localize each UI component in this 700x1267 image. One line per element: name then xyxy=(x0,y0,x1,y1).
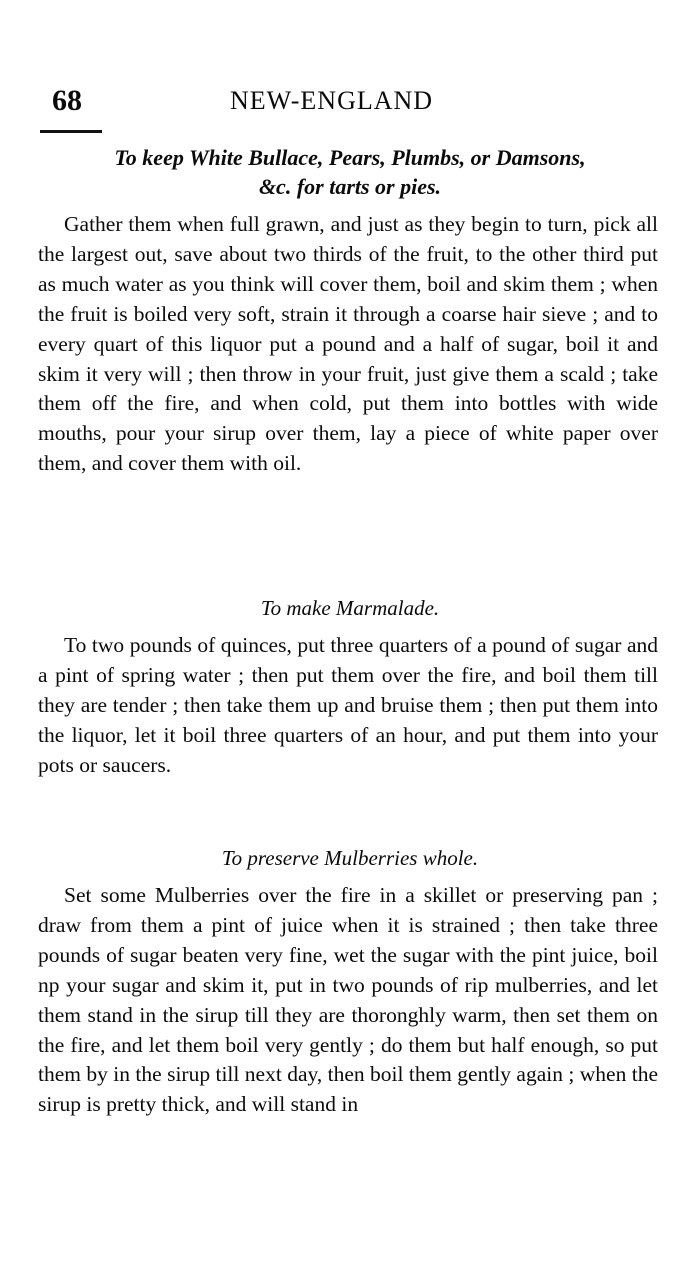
recipe-heading-line: &c. for tarts or pies. xyxy=(258,174,442,199)
recipe-body-mulberries: Set some Mulberries over the fire in a skillet or preserving pan ; draw from them a pint of juice when it is strained ; then take three pounds of sugar beaten very fine, wet the sugar with the pint juice, boil np your sugar and skim it, put in two pounds of rip mulberries, and let them stand in the sirup till they are thoronghly warm, then set them on the fire, and let them boil very gently ; do them but half enough, so put them by in the sirup till next day, then boil them gently again ; when the sirup is pretty thick, and will stand in xyxy=(38,883,658,1117)
recipe-heading-marmalade: To make Marmalade. xyxy=(260,596,440,620)
recipe-body-bullace: Gather them when full grawn, and just as they begin to turn, pick all the largest out, save about two thirds of the fruit, to the other third put as much water as you think will cover them, boil and skim them ; when the fruit is boiled very soft, strain it through a coarse hair sieve ; and to every quart of this liquor put a pound and a half of sugar, boil it and skim it very will ; then throw in your fruit, just give them a scald ; take them off the fire, and when cold, put them into bottles with wide mouths, pour your sirup over them, lay a piece of white paper over them, and cover them with oil. xyxy=(38,212,658,476)
recipe-heading-line: To keep White Bullace, Pears, Plumbs, or Damsons, xyxy=(114,145,586,170)
recipe-heading-mulberries: To preserve Mulberries whole. xyxy=(221,846,479,870)
running-title: NEW-ENGLAND xyxy=(230,86,434,115)
header-rule xyxy=(40,130,102,133)
recipe-body-marmalade: To two pounds of quinces, put three quarters of a pound of sugar and a pint of spring water ; then put them over the fire, and boil them till they are tender ; then take them up and bruise them ; then put them into the liquor, let it boil three quarters of an hour, and put them into your pots or saucers. xyxy=(38,633,658,777)
recipe-heading-bullace xyxy=(30,143,670,201)
page-number: 68 xyxy=(52,84,82,117)
page-header xyxy=(52,84,652,124)
